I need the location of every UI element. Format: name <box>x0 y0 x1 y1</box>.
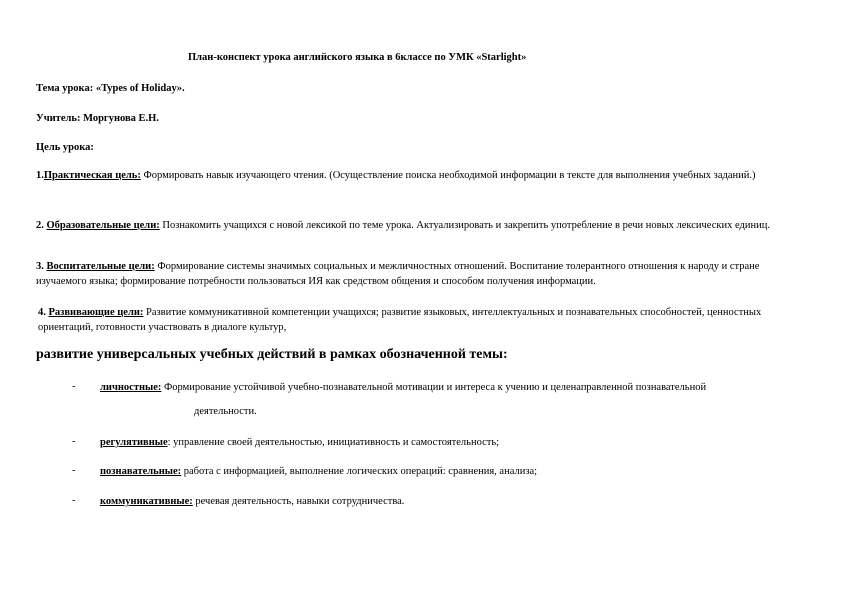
uud-item-regulatory <box>100 436 499 450</box>
teacher-line <box>36 112 159 126</box>
goal-text: Познакомить учащихся с новой лексикой по теме урока. Актуализировать и закрепить употребление в речи новых лексических единиц. <box>162 220 770 231</box>
goal-label: Развивающие цели: <box>48 307 144 318</box>
goal-text: Формировать навык изучающего чтения. (Осуществление поиска необходимой информации в тексте для выполнения учебных заданий.) <box>143 170 756 181</box>
goal-heading: Цель урока: <box>36 142 94 153</box>
list-dash: - <box>72 381 76 392</box>
list-dash: - <box>72 495 76 506</box>
goal-text: Формирование системы значимых социальных и межличностных отношений. Воспитание толерантного отношения к народу и стране изучаемого языка; формирование потребности пользоваться ИЯ как средством общения и способом получения информации. <box>36 261 760 287</box>
topic-label: Тема урока: <box>36 83 94 94</box>
goal-number: 2. <box>36 220 44 231</box>
list-dash: - <box>72 465 76 476</box>
goal-developing <box>38 305 808 335</box>
uud-item-label: познавательные: <box>100 466 182 477</box>
uud-item-text: работа с информацией, выполнение логических операций: сравнения, анализа; <box>183 466 538 477</box>
uud-item-text: речевая деятельность, навыки сотрудничества. <box>195 496 405 507</box>
goal-label: Практическая цель: <box>43 170 141 181</box>
goal-label: Воспитательные цели: <box>46 261 155 272</box>
uud-item-label: личностные: <box>100 382 162 393</box>
uud-item-text: Формирование устойчивой учебно-познавательной мотивации и интереса к учению и целенаправленной познавательной <box>164 382 707 393</box>
document-title: План-конспект урока английского языка в 6классе по УМК «Starlight» <box>188 52 527 63</box>
uud-item-continuation: деятельности. <box>194 406 257 417</box>
uud-item-label: регулятивные <box>100 437 168 448</box>
teacher-value: Моргунова Е.Н. <box>83 113 159 124</box>
list-dash: - <box>72 436 76 447</box>
goal-text: Развитие коммуникативной компетенции учащихся; развитие языковых, интеллектуальных и познавательных способностей, ценностных ориентаций, готовности участвовать в диалоге культур, <box>38 307 762 333</box>
uud-item-cognitive <box>100 465 537 479</box>
teacher-label: Учитель: <box>36 113 81 124</box>
goal-number: 4. <box>38 307 46 318</box>
goal-practical <box>36 168 806 183</box>
uud-heading: развитие универсальных учебных действий в рамках обозначенной темы: <box>36 347 508 362</box>
goal-upbringing <box>36 259 806 289</box>
uud-item-label: коммуникативные: <box>100 496 193 507</box>
uud-item-communicative <box>100 495 404 509</box>
goal-label: Образовательные цели: <box>46 220 160 231</box>
uud-item-personal <box>100 381 706 395</box>
goal-educational <box>36 218 806 233</box>
uud-item-text: : управление своей деятельностью, инициативность и самостоятельность; <box>167 437 500 448</box>
goal-number: 1. <box>36 170 44 181</box>
goal-number: 3. <box>36 261 44 272</box>
topic-value: «Types of Holiday». <box>95 83 185 94</box>
topic-line <box>36 82 185 96</box>
